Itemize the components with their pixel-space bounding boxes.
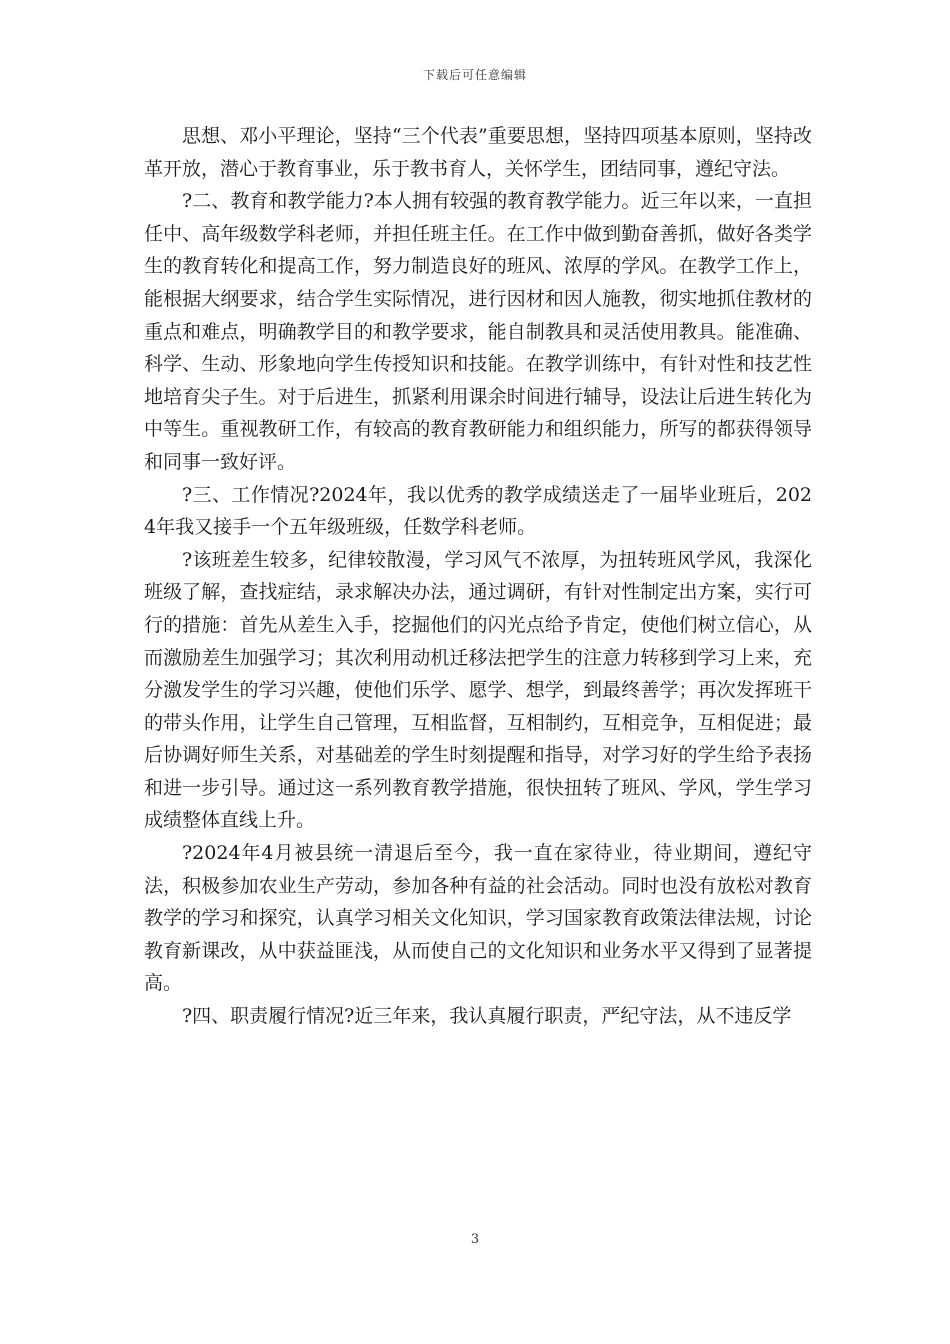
page-header: 下载后可任意编辑 <box>422 68 527 82</box>
paragraph-class-improvement: ?该班差生较多，纪律较散漫，学习风气不浓厚，为扭转班风学风，我深化班级了解，查找症结，录求解决办法，通过调研，有针对性制定出方案，实行可行的措施：首先从差生入手，挖掘他们的闪光点给予肯定，使他们树立信心，从而激励差生加强学习；其次利用动机迁移法把学生的注意力转移到学习上来，充分激发学生的学习兴趣，使他们乐学、愿学、想学，到最终善学；再次发挥班干的带头作用，让学生自己管理，互相监督，互相制约，互相竞争，互相促进；最后协调好师生关系，对基础差的学生时刻提醒和指导，对学习好的学生给予表扬和进一步引导。通过这一系列教育教学措施，很快扭转了班风、学风，学生学习成绩整体直线上升。 <box>144 548 812 832</box>
paragraph-duties: ?四、职责履行情况?近三年来，我认真履行职责，严纪守法，从不违反学 <box>182 1005 792 1028</box>
page-number: 3 <box>470 1232 480 1247</box>
paragraph-teaching-ability: ?二、教育和教学能力?本人拥有较强的教育教学能力。近三年以来，一直担任中、高年级数学科老师，并担任班主任。在工作中做到勤奋善抓，做好各类学生的教育转化和提高工作，努力制造良好的班风、浓厚的学风。在教学工作上，能根据大纲要求，结合学生实际情况，进行因材和因人施教，彻实地抓住教材的重点和难点，明确教学目的和教学要求，能自制教具和灵活使用教具。能准确、科学、生动、形象地向学生传授知识和技能。在教学训练中，有针对性和技艺性地培育尖子生。对于后进生，抓紧利用课余时间进行辅导，设法让后进生转化为中等生。重视教研工作，有较高的教育教研能力和组织能力，所写的都获得领导和同事一致好评。 <box>144 190 812 473</box>
paragraph-continuation: 思想、邓小平理论，坚持“三个代表”重要思想，坚持四项基本原则，坚持改革开放，潜心于教育事业，乐于教书育人，关怀学生，团结同事，遵纪守法。 <box>144 125 812 180</box>
paragraph-work-situation: ?三、工作情况?2024年，我以优秀的教学成绩送走了一届毕业班后，2024年我又接手一个五年级班级，任数学科老师。 <box>144 483 812 539</box>
paragraph-unemployment-period: ?2024年4月被县统一清退后至今，我一直在家待业，待业期间，遵纪守法，积极参加农业生产劳动，参加各种有益的社会活动。同时也没有放松对教育教学的学习和探究，认真学习相关文化知识，学习国家教育政策法律法规，讨论教育新课改，从中获益匪浅，从而使自己的文化知识和业务水平又得到了显著提高。 <box>144 842 812 995</box>
document-body <box>144 120 812 1033</box>
